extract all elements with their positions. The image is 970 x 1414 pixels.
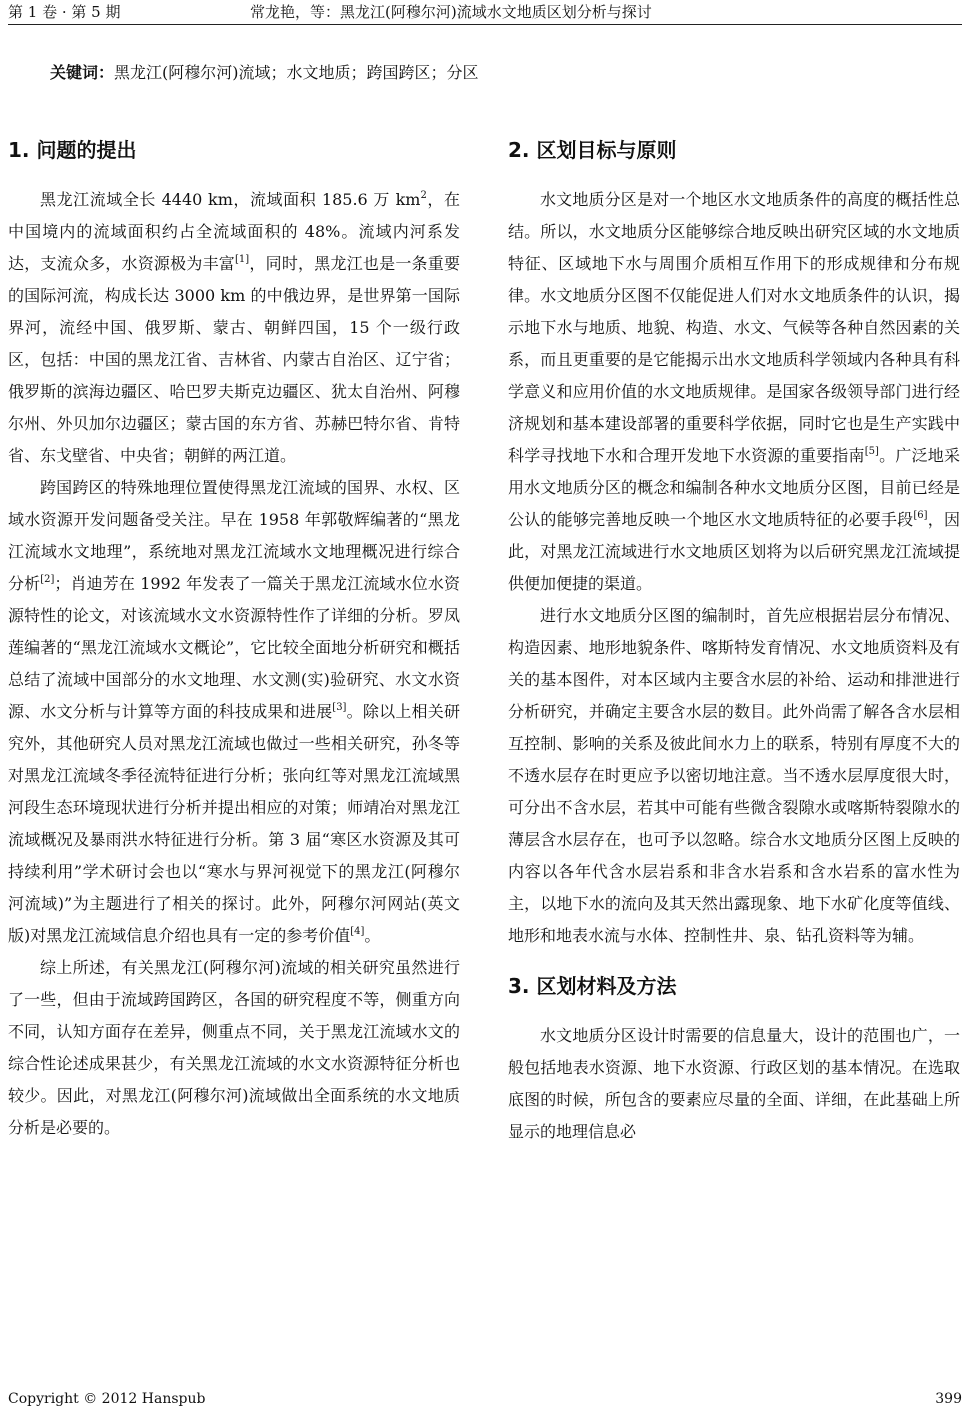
running-title: 常龙艳，等：黑龙江(阿穆尔河)流域水文地质区划分析与探讨: [250, 3, 652, 21]
citation-ref-5: [5]: [864, 446, 879, 457]
section-1-paragraph-2: 跨国跨区的特殊地理位置使得黑龙江流域的国界、水权、区域水资源开发问题备受关注。早在 1958 年郭敬辉编著的“黑龙江流域水文地理”，系统地对黑龙江流域水文地理概况进行综合分析[2]；肖迪芳在 1992 年发表了一篇关于黑龙江流域水位水资源特性的论文，对该流域水文水资源特性作了详细的分析。罗凤莲编著的“黑龙江流域水文概论”，它比较全面地分析研究和概括总结了流域中国部分的水文地理、水文测(实)验研究、水文水资源、水文分析与计算等方面的科技成果和进展[3]。除以上相关研究外，其他研究人员对黑龙江流域也做过一些相关研究，孙冬等对黑龙江流域冬季径流特征进行分析；张向红等对黑龙江流域黑河段生态环境现状进行分析并提出相应的对策；师靖冶对黑龙江流域概况及暴雨洪水特征进行分析。第 3 届“寒区水资源及其可持续利用”学术研讨会也以“寒水与界河视觉下的黑龙江(阿穆尔河流域)”为主题进行了相关的探讨。此外，阿穆尔河网站(英文版)对黑龙江流域信息介绍也具有一定的参考价值[4]。: [8, 478, 460, 945]
citation-ref-6: [6]: [913, 510, 928, 521]
page-number: 399: [935, 1391, 962, 1407]
section-2-paragraph-2: 进行水文地质分区图的编制时，首先应根据岩层分布情况、构造因素、地形地貌条件、喀斯特发育情况、水文地质资料及有关的基本图件，对本区域内主要含水层的补给、运动和排泄进行分析研究，并确定主要含水层的数目。此外尚需了解各含水层相互控制、影响的关系及彼此间水力上的联系，特别有厚度不大的不透水层存在时更应予以密切地注意。当不透水层厚度很大时，可分出不含水层，若其中可能有些微含裂隙水或喀斯特裂隙水的薄层含水层存在，也可予以忽略。综合水文地质分区图上反映的内容以各年代含水层岩系和非含水岩系和含水岩系的富水性为主，以地下水的流向及其天然出露现象、地下水矿化度等值线、地形和地表水流与水体、控制性井、泉、钻孔资料等为辅。: [508, 606, 960, 945]
citation-ref-2: [2]: [40, 574, 55, 585]
copyright-notice: Copyright © 2012 Hanspub: [8, 1391, 206, 1407]
superscript-exponent: 2: [420, 190, 427, 201]
running-header: [8, 0, 962, 25]
keywords-text: 黑龙江(阿穆尔河)流域；水文地质；跨国跨区；分区: [114, 63, 479, 82]
right-column: [508, 130, 960, 1148]
section-3-paragraph-1: 水文地质分区设计时需要的信息量大，设计的范围也广，一般包括地表水资源、地下水资源、行政区划的基本情况。在选取底图的时候，所包含的要素应尽量的全面、详细，在此基础上所显示的地理信息必: [508, 1026, 960, 1141]
journal-volume-issue: 第 1 卷 · 第 5 期: [8, 3, 121, 21]
citation-ref-3: [3]: [332, 702, 347, 713]
section-2-title: 2. 区划目标与原则: [508, 138, 677, 162]
citation-ref-1: [1]: [235, 254, 250, 265]
page-footer: [8, 1389, 962, 1409]
left-column: [8, 130, 460, 1144]
citation-ref-4: [4]: [350, 926, 365, 937]
section-1-paragraph-3: 综上所述，有关黑龙江(阿穆尔河)流域的相关研究虽然进行了一些，但由于流域跨国跨区，各国的研究程度不等，侧重方向不同，认知方面存在差异，侧重点不同，关于黑龙江流域水文的综合性论述成果甚少，有关黑龙江流域的水文水资源特征分析也较少。因此，对黑龙江(阿穆尔河)流域做出全面系统的水文地质分析是必要的。: [8, 958, 460, 1137]
keywords-line: [50, 60, 479, 83]
section-2-paragraph-1: 水文地质分区是对一个地区水文地质条件的高度的概括性总结。所以，水文地质分区能够综合地反映出研究区域的水文地质特征、区域地下水与周围介质相互作用下的形成规律和分布规律。水文地质分区图不仅能促进人们对水文地质条件的认识，揭示地下水与地质、地貌、构造、水文、气候等各种自然因素的关系，而且更重要的是它能揭示出水文地质科学领域内各种具有科学意义和应用价值的水文地质规律。是国家各级领导部门进行经济规划和基本建设部署的重要科学依据，同时它也是生产实践中科学寻找地下水和合理开发地下水资源的重要指南[5]。广泛地采用水文地质分区的概念和编制各种水文地质分区图，目前已经是公认的能够完善地反映一个地区水文地质特征的必要手段[6]，因此，对黑龙江流域进行水文地质区划将为以后研究黑龙江流域提供便加便捷的渠道。: [508, 190, 960, 593]
section-1-title: 1. 问题的提出: [8, 138, 137, 162]
section-3-title: 3. 区划材料及方法: [508, 974, 677, 998]
keywords-label: 关键词：: [50, 63, 115, 82]
section-1-paragraph-1: 黑龙江流域全长 4440 km，流域面积 185.6 万 $km^2$，在中国境内的流域面积约占全流域面积的 48%。流域内河系发达，支流众多，水资源极为丰富[1]，同时，黑龙江也是一条重要的国际河流，构成长达 3000 km 的中俄边界，是世界第一国际界河，流经中国、俄罗斯、蒙古、朝鲜四国，15 个一级行政区，包括：中国的黑龙江省、吉林省、内蒙古自治区、辽宁省；俄罗斯的滨海边疆区、哈巴罗夫斯克边疆区、犹太自治州、阿穆尔州、外贝加尔边疆区；蒙古国的东方省、苏赫巴特尔省、肯特省、东戈壁省、中央省；朝鲜的两江道。: [8, 190, 460, 465]
